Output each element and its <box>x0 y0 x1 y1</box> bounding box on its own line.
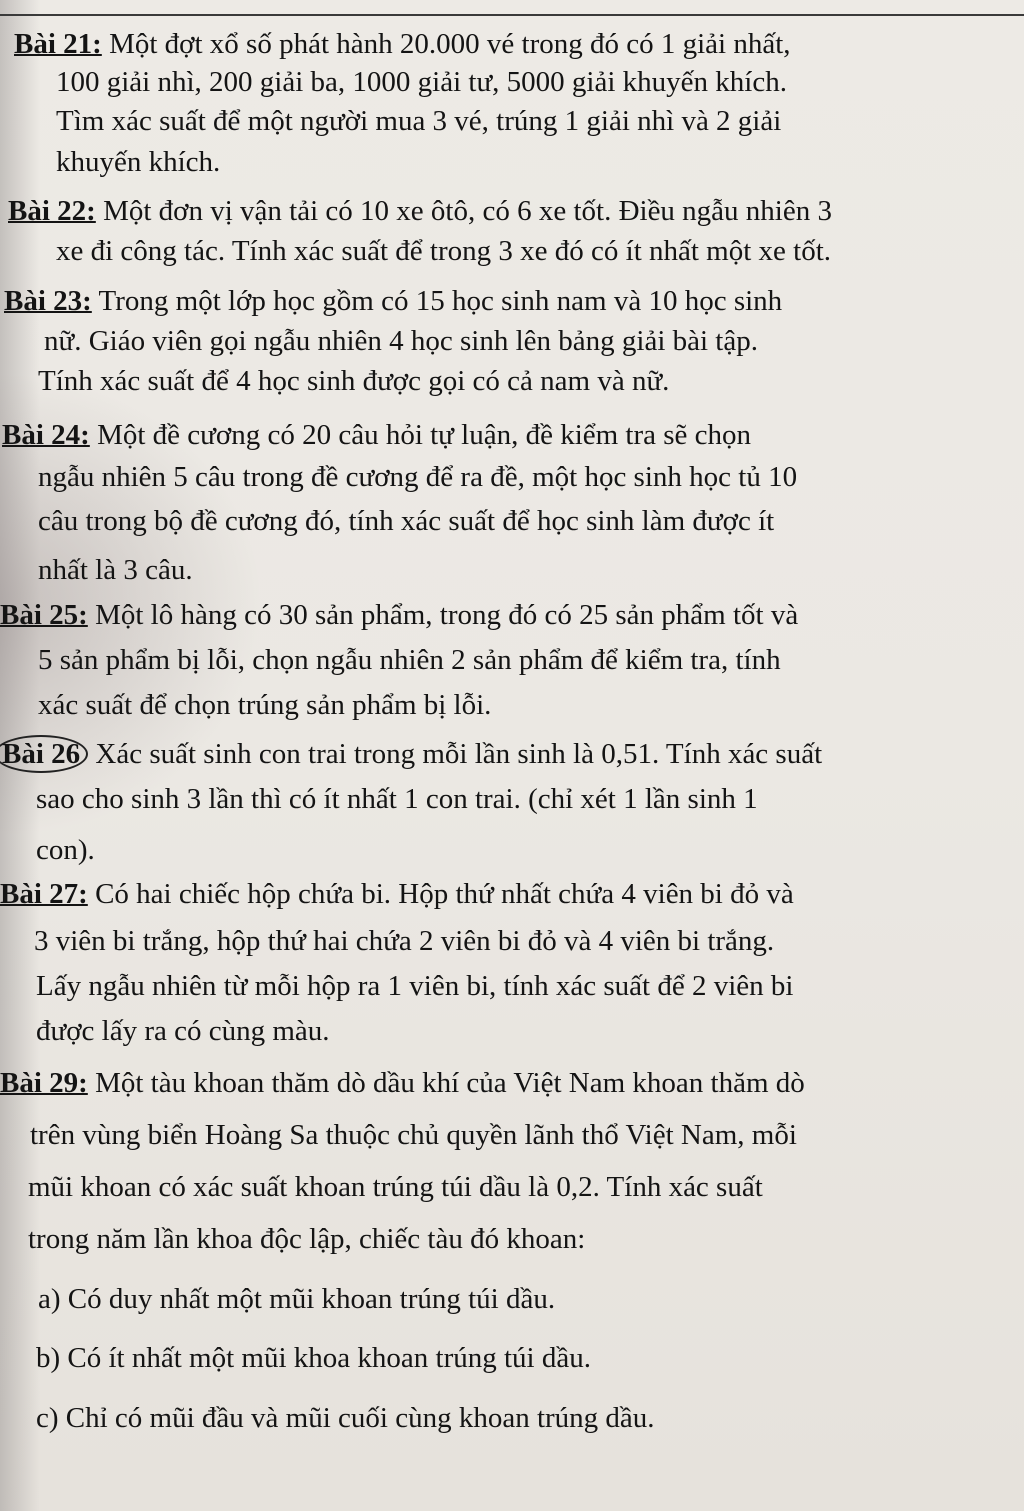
problem-22-label: Bài 22: <box>8 195 96 227</box>
problem-27-line-3: Lấy ngẫu nhiên từ mỗi hộp ra 1 viên bi, tính xác suất để 2 viên bi <box>36 970 794 1002</box>
problem-24-line-4: nhất là 3 câu. <box>38 554 193 586</box>
problem-29-line-1 <box>0 1066 805 1100</box>
problem-24-text-1: Một đề cương có 20 câu hỏi tự luận, đề kiểm tra sẽ chọn <box>89 419 752 451</box>
problem-23-line-1 <box>4 284 782 318</box>
problem-26-line-1 <box>0 735 822 773</box>
problem-25-line-2: 5 sản phẩm bị lỗi, chọn ngẫu nhiên 2 sản phẩm để kiểm tra, tính <box>38 644 781 676</box>
problem-23-label: Bài 23: <box>4 285 92 317</box>
problem-27-line-2: 3 viên bi trắng, hộp thứ hai chứa 2 viên bi đỏ và 4 viên bi trắng. <box>34 925 775 957</box>
problem-21-label: Bài 21: <box>14 28 102 60</box>
problem-21-line-4: khuyến khích. <box>56 146 221 178</box>
problem-21-line-2: 100 giải nhì, 200 giải ba, 1000 giải tư, 5000 giải khuyến khích. <box>56 66 787 98</box>
problem-29-part-c: c) Chỉ có mũi đầu và mũi cuối cùng khoan trúng dầu. <box>36 1402 655 1434</box>
problem-25-text-1: Một lô hàng có 30 sản phẩm, trong đó có 25 sản phẩm tốt và <box>87 599 799 631</box>
problem-21-line-3: Tìm xác suất để một người mua 3 vé, trúng 1 giải nhì và 2 giải <box>56 105 782 137</box>
problem-26-label: Bài 26 <box>0 735 88 773</box>
problem-27-text-1: Có hai chiếc hộp chứa bi. Hộp thứ nhất chứa 4 viên bi đỏ và <box>87 878 794 910</box>
problem-23-line-2: nữ. Giáo viên gọi ngẫu nhiên 4 học sinh lên bảng giải bài tập. <box>44 325 758 357</box>
problem-29-line-3: mũi khoan có xác suất khoan trúng túi dầu là 0,2. Tính xác suất <box>28 1171 763 1203</box>
problem-26-line-2: sao cho sinh 3 lần thì có ít nhất 1 con trai. (chỉ xét 1 lần sinh 1 <box>36 783 758 815</box>
problem-25-line-1 <box>0 598 798 632</box>
problem-23-text-1: Trong một lớp học gồm có 15 học sinh nam và 10 học sinh <box>91 285 783 317</box>
problem-25-line-3: xác suất để chọn trúng sản phẩm bị lỗi. <box>38 689 492 721</box>
problem-27-line-1 <box>0 877 794 911</box>
problem-26-line-3: con). <box>36 834 95 866</box>
problem-24-line-2: ngẫu nhiên 5 câu trong đề cương để ra đề, một học sinh học tủ 10 <box>38 461 798 493</box>
problem-21-text-1: Một đợt xổ số phát hành 20.000 vé trong đó có 1 giải nhất, <box>101 28 791 60</box>
problem-27-label: Bài 27: <box>0 878 88 910</box>
problem-22-line-2: xe đi công tác. Tính xác suất để trong 3 xe đó có ít nhất một xe tốt. <box>56 235 832 267</box>
problem-29-line-4: trong năm lần khoa độc lập, chiếc tàu đó khoan: <box>28 1223 586 1255</box>
top-rule <box>0 0 1024 16</box>
problem-27-line-4: được lấy ra có cùng màu. <box>36 1015 330 1047</box>
problem-24-line-3: câu trong bộ đề cương đó, tính xác suất để học sinh làm được ít <box>38 505 775 537</box>
problem-24-line-1 <box>2 418 751 452</box>
problem-29-part-a: a) Có duy nhất một mũi khoan trúng túi dầu. <box>38 1283 556 1315</box>
problem-22-line-1 <box>8 194 832 228</box>
problem-29-part-b: b) Có ít nhất một mũi khoa khoan trúng túi dầu. <box>36 1342 591 1374</box>
problem-23-line-3: Tính xác suất để 4 học sinh được gọi có cả nam và nữ. <box>38 365 670 397</box>
problem-26-text-1: Xác suất sinh con trai trong mỗi lần sinh là 0,51. Tính xác suất <box>88 738 823 770</box>
problem-29-line-2: trên vùng biển Hoàng Sa thuộc chủ quyền lãnh thổ Việt Nam, mỗi <box>30 1119 797 1151</box>
problem-29-label: Bài 29: <box>0 1067 88 1099</box>
problem-25-label: Bài 25: <box>0 599 88 631</box>
problem-22-text-1: Một đơn vị vận tải có 10 xe ôtô, có 6 xe tốt. Điều ngẫu nhiên 3 <box>95 195 832 227</box>
problem-29-text-1: Một tàu khoan thăm dò dầu khí của Việt Nam khoan thăm dò <box>87 1067 805 1099</box>
problem-24-label: Bài 24: <box>2 419 90 451</box>
problem-21-line-1 <box>14 27 791 61</box>
